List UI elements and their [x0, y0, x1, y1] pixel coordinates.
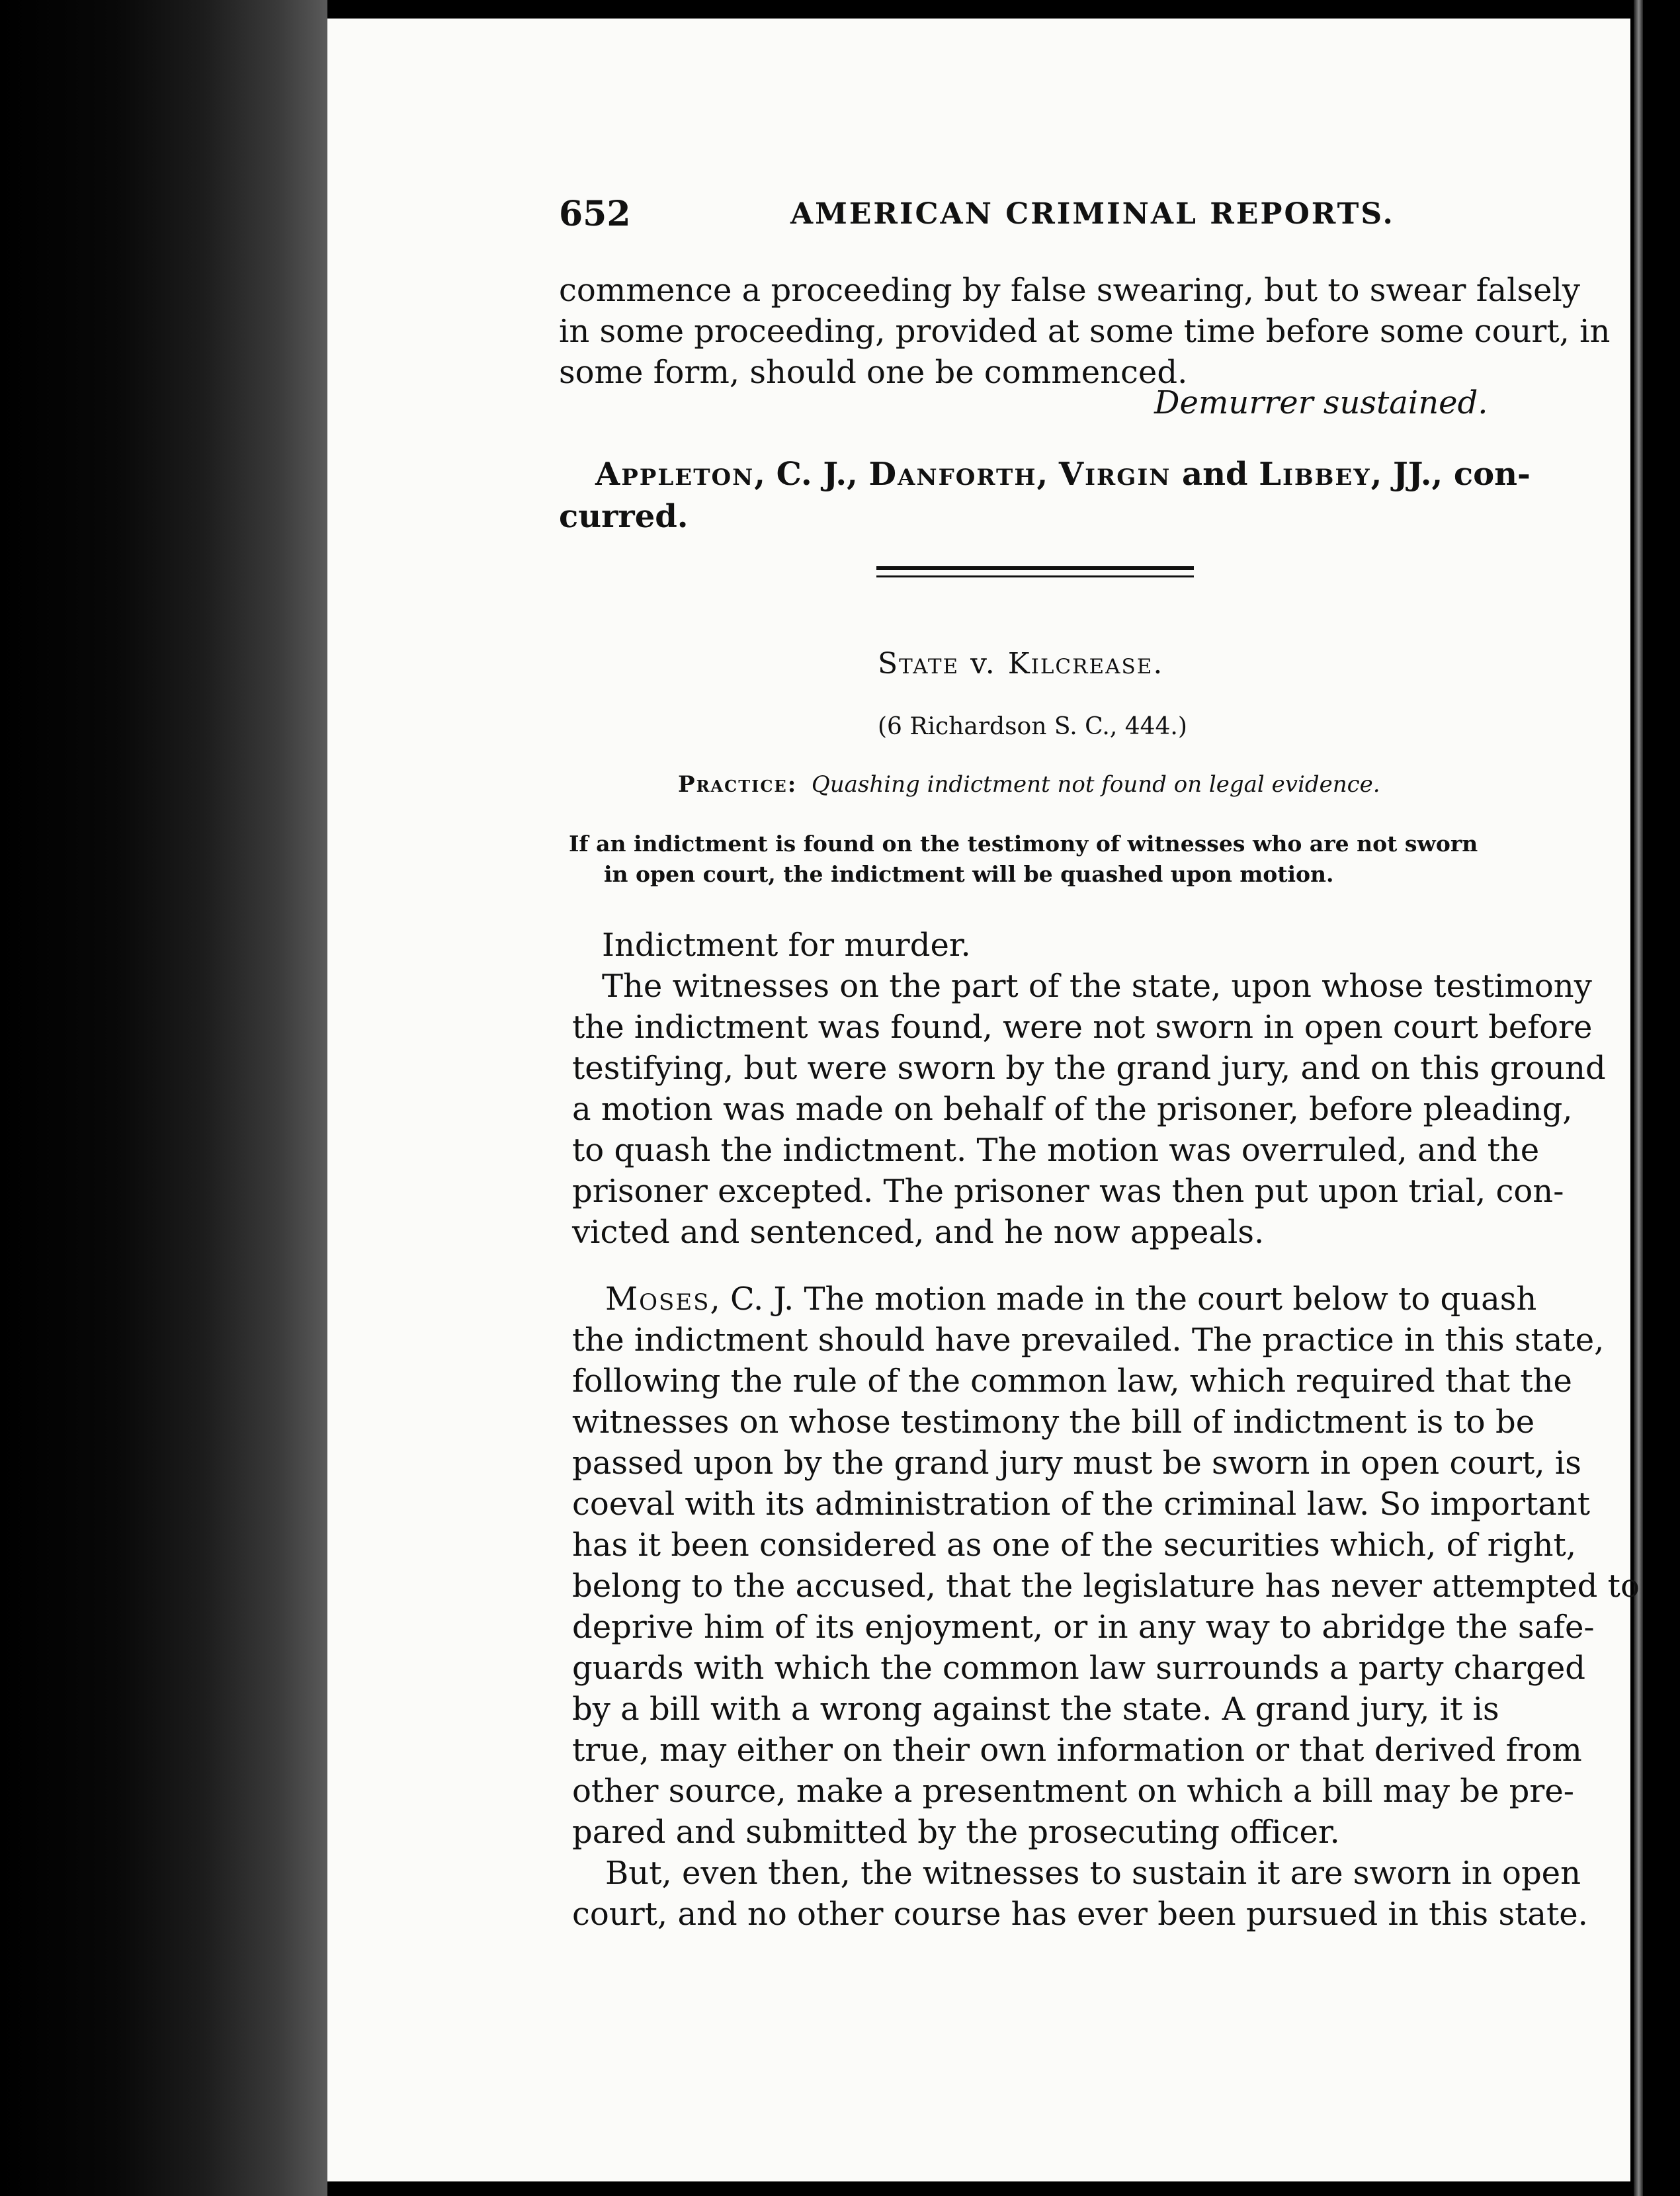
opinion-line: witnesses on whose testimony the bill of indictment is to be [572, 1404, 1535, 1441]
syllabus-line: in open court, the indictment will be quashed upon motion. [604, 861, 1334, 887]
case-title [878, 647, 1163, 681]
book-spine-shadow [0, 0, 327, 2196]
opinion-line: court, and no other course has ever been pursued in this state. [572, 1896, 1588, 1933]
page-edge-strip [1634, 0, 1643, 2196]
opinion-line: passed upon by the grand jury must be sworn in open court, is [572, 1445, 1581, 1482]
case-title-party: Kilcrease. [1007, 647, 1164, 681]
judge-title: , C. J. [710, 1281, 794, 1318]
case-title-v: v. [959, 647, 1008, 681]
prior-case-line: in some proceeding, provided at some time before some court, in [559, 313, 1611, 350]
opinion-line: has it been considered as one of the securities which, of right, [572, 1527, 1577, 1564]
opinion-line: pared and submitted by the prosecuting officer. [572, 1814, 1340, 1851]
statement-line: prisoner excepted. The prisoner was then put upon trial, con- [572, 1173, 1564, 1210]
justice-name: Virgin [1058, 456, 1171, 493]
statement-line: the indictment was found, were not sworn in open court before [572, 1009, 1593, 1046]
judge-name: Moses [605, 1281, 710, 1318]
concurrence-text: , [1036, 456, 1059, 493]
opinion-line: other source, make a presentment on which a bill may be pre- [572, 1773, 1574, 1810]
statement-line: testifying, but were sworn by the grand jury, and on this ground [572, 1050, 1606, 1087]
concurrence-line [595, 454, 1531, 495]
case-title-state: State [878, 647, 960, 681]
opinion-line: by a bill with a wrong against the state. A grand jury, it is [572, 1691, 1499, 1728]
book-page [327, 19, 1640, 2181]
opinion-first-line [605, 1279, 1536, 1320]
opinion-line: the indictment should have prevailed. The practice in this state, [572, 1322, 1605, 1359]
concurrence-text: and [1171, 456, 1259, 493]
opinion-line: deprive him of its enjoyment, or in any way to abridge the safe- [572, 1609, 1595, 1646]
section-rule [876, 566, 1194, 570]
topic-text: Quashing indictment not found on legal evidence. [811, 771, 1380, 798]
concurrence-text: , JJ., con- [1370, 456, 1531, 493]
disposition: Demurrer sustained. [1154, 384, 1488, 421]
prior-case-line: some form, should one be commenced. [559, 354, 1188, 391]
statement-line: a motion was made on behalf of the prisoner, before pleading, [572, 1091, 1573, 1128]
justice-name: Appleton [595, 456, 755, 493]
opinion-text: The motion made in the court below to quash [794, 1281, 1537, 1318]
concurrence-line: curred. [559, 498, 689, 535]
opinion-line: belong to the accused, that the legislature has never attempted to [572, 1568, 1640, 1605]
opinion-line: following the rule of the common law, which required that the [572, 1363, 1572, 1400]
statement-line: to quash the indictment. The motion was overruled, and the [572, 1132, 1540, 1169]
page-number: 652 [559, 194, 631, 234]
opinion-line: guards with which the common law surrounds a party charged [572, 1650, 1586, 1687]
topic-label: Practice: [678, 771, 798, 798]
statement-line: victed and sentenced, and he now appeals. [572, 1214, 1265, 1251]
opinion-line: But, even then, the witnesses to sustain it are sworn in open [605, 1855, 1581, 1892]
running-title: AMERICAN CRIMINAL REPORTS. [790, 197, 1395, 231]
topic-line [678, 771, 1380, 798]
statement-line: The witnesses on the part of the state, upon whose testimony [602, 968, 1592, 1005]
statement-line: Indictment for murder. [602, 927, 971, 964]
opinion-line: coeval with its administration of the criminal law. So important [572, 1486, 1591, 1523]
justice-name: Libbey [1259, 456, 1371, 493]
opinion-line: true, may either on their own information or that derived from [572, 1732, 1582, 1769]
justice-name: Danforth [868, 456, 1037, 493]
concurrence-text: , C. J., [754, 456, 869, 493]
case-citation: (6 Richardson S. C., 444.) [878, 713, 1187, 740]
prior-case-line: commence a proceeding by false swearing, but to swear falsely [559, 272, 1580, 309]
syllabus-line: If an indictment is found on the testimony of witnesses who are not sworn [569, 831, 1478, 857]
section-rule-thin [876, 575, 1194, 577]
